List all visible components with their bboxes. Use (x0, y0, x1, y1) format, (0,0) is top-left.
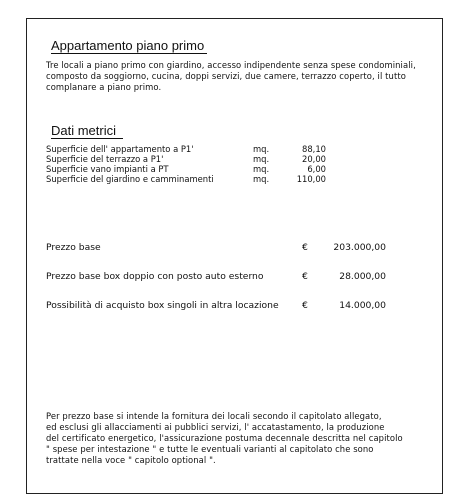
metric-row (46, 174, 346, 184)
price-list (46, 242, 386, 329)
section-title: Appartamento piano primo (51, 38, 207, 54)
metric-label: Superficie del giardino e camminamenti (46, 174, 214, 184)
price-label: Prezzo base (46, 242, 101, 253)
currency-symbol: € (302, 300, 308, 311)
note-line: del certificato energetico, l'assicurazione postuma decennale descritta nel capitolo (46, 433, 403, 443)
metric-row (46, 144, 346, 154)
price-value: 14.000,00 (339, 300, 386, 311)
metrics-table (46, 144, 346, 184)
metric-label: Superficie dell' appartamento a P1' (46, 144, 194, 154)
metric-unit: mq. (253, 154, 270, 164)
metric-unit: mq. (253, 144, 270, 154)
note-line: ed esclusi gli allacciamenti ai pubblici servizi, l' accatastamento, la produzione (46, 422, 385, 432)
metric-label: Superficie vano impianti a PT (46, 164, 169, 174)
document-page (26, 18, 443, 494)
description-line: complanare a piano primo. (46, 82, 162, 92)
price-label: Prezzo base box doppio con posto auto esterno (46, 271, 264, 282)
metrics-title: Dati metrici (51, 123, 123, 139)
metric-value: 110,00 (296, 174, 326, 184)
metric-row (46, 164, 346, 174)
price-row (46, 271, 386, 283)
note-line: Per prezzo base si intende la fornitura dei locali secondo il capitolato allegato, (46, 411, 382, 421)
note-line: " spese per intestazione " e tutte le eventuali varianti al capitolato che sono (46, 444, 374, 454)
price-label: Possibilità di acquisto box singoli in altra locazione (46, 300, 279, 311)
price-value: 28.000,00 (339, 271, 386, 282)
price-row (46, 242, 386, 254)
currency-symbol: € (302, 271, 308, 282)
metric-value: 6,00 (307, 164, 326, 174)
metric-unit: mq. (253, 164, 270, 174)
price-row (46, 300, 386, 312)
price-value: 203.000,00 (333, 242, 386, 253)
metric-label: Superficie del terrazzo a P1' (46, 154, 164, 164)
description-paragraph (46, 60, 416, 93)
currency-symbol: € (302, 242, 308, 253)
description-line: composto da soggiorno, cucina, doppi servizi, due camere, terrazzo coperto, il tutto (46, 71, 406, 81)
metric-value: 20,00 (302, 154, 326, 164)
description-line: Tre locali a piano primo con giardino, accesso indipendente senza spese condominiali, (46, 60, 416, 70)
note-line: trattate nella voce " capitolo optional ". (46, 455, 216, 465)
metric-row (46, 154, 346, 164)
note-paragraph (46, 411, 403, 466)
metric-value: 88,10 (302, 144, 326, 154)
metric-unit: mq. (253, 174, 270, 184)
